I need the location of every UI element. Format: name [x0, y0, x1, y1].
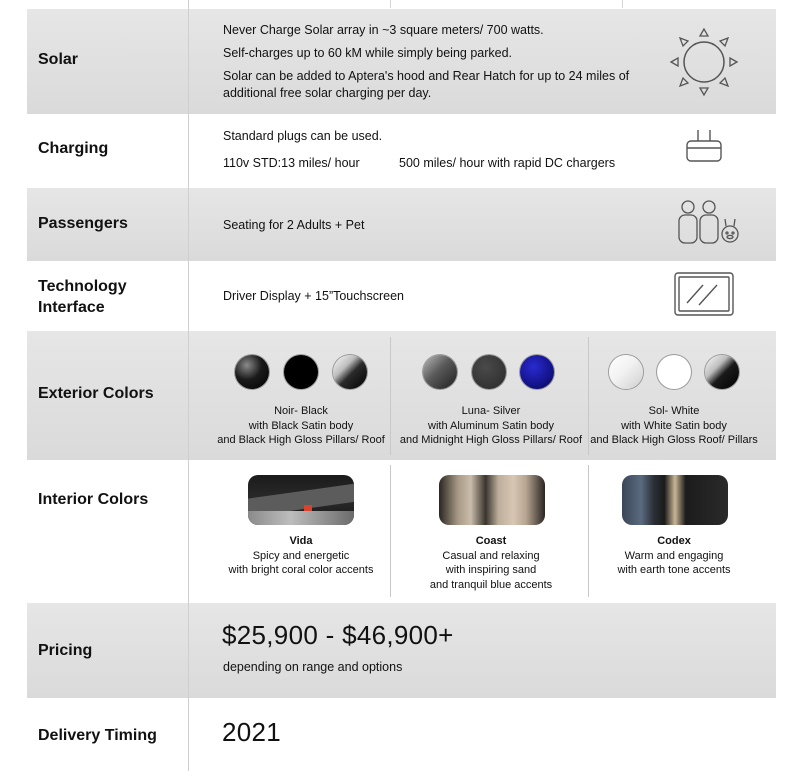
color-swatch-noir-2[interactable] [284, 355, 318, 389]
interior-swatch-coast[interactable] [439, 475, 545, 525]
row-charging [27, 114, 776, 188]
color-swatch-noir-1[interactable] [235, 355, 269, 389]
grid-line [390, 0, 391, 8]
interior-caption-coast [391, 534, 591, 592]
charging-dc: 500 miles/ hour with rapid DC chargers [399, 156, 616, 170]
row-technology [27, 261, 776, 331]
solar-line: Self-charges up to 60 kM while simply being parked. [223, 46, 513, 60]
row-exterior-colors [27, 331, 776, 460]
color-swatch-noir-3[interactable] [333, 355, 367, 389]
color-swatch-sol-3[interactable] [705, 355, 739, 389]
row-delivery [27, 698, 776, 771]
interior-desc: and tranquil blue accents [429, 578, 553, 591]
row-label-exterior: Exterior Colors [38, 385, 154, 402]
row-label-technology-line: Interface [38, 299, 105, 316]
charging-std: 110v STD:13 miles/ hour [223, 156, 360, 170]
row-label-delivery: Delivery Timing [38, 727, 157, 744]
row-label-solar: Solar [38, 51, 79, 68]
interior-name-text: Codex [657, 535, 691, 547]
row-label-passengers: Passengers [38, 215, 128, 232]
exterior-desc: with Aluminum Satin body [428, 419, 554, 432]
color-swatch-luna-2[interactable] [472, 355, 506, 389]
row-interior-colors [27, 460, 776, 603]
exterior-name: Luna- Silver [461, 405, 521, 417]
interior-caption-vida [201, 534, 401, 578]
interior-caption-codex [574, 534, 774, 578]
passengers-icon [677, 199, 743, 245]
plug-icon [683, 128, 725, 168]
solar-line: Never Charge Solar array in ~3 square meters/ 700 watts. [223, 23, 544, 37]
solar-line: Solar can be added to Aptera's hood and Rear Hatch for up to 24 miles of [223, 69, 630, 83]
solar-line: additional free solar charging per day. [223, 86, 432, 100]
grid-line [622, 0, 623, 8]
exterior-desc: with Black Satin body [248, 419, 354, 432]
row-label-technology-line: Technology [38, 278, 127, 295]
exterior-desc: with White Satin body [621, 419, 727, 432]
exterior-caption-luna [391, 404, 591, 448]
exterior-name: Noir- Black [274, 405, 328, 417]
delivery-year: 2021 [222, 717, 282, 747]
label-column-divider [188, 0, 189, 771]
interior-desc: with bright coral color accents [228, 564, 374, 576]
price-note: depending on range and options [223, 660, 403, 674]
interior-desc: Spicy and energetic [252, 549, 350, 562]
exterior-name: Sol- White [648, 405, 700, 417]
interior-name [391, 534, 591, 549]
interior-name [574, 534, 774, 549]
exterior-caption-sol [574, 404, 774, 448]
exterior-desc: and Black High Gloss Roof/ Pillars [590, 434, 758, 446]
color-swatch-sol-1[interactable] [609, 355, 643, 389]
charging-line: Standard plugs can be used. [223, 129, 383, 143]
interior-desc: with earth tone accents [617, 564, 731, 576]
row-label-technology [38, 276, 127, 318]
sun-icon [669, 27, 739, 97]
interior-swatch-codex[interactable] [622, 475, 728, 525]
interior-desc: with inspiring sand [445, 564, 537, 576]
row-label-charging: Charging [38, 140, 109, 157]
interior-name [201, 534, 401, 549]
touchscreen-icon [673, 271, 735, 317]
passengers-text: Seating for 2 Adults + Pet [223, 218, 365, 232]
exterior-desc: and Midnight High Gloss Pillars/ Roof [399, 434, 583, 446]
row-pricing [27, 603, 776, 698]
exterior-caption-noir [201, 404, 401, 448]
interior-name-text: Vida [289, 535, 313, 547]
technology-text: Driver Display + 15”Touchscreen [223, 289, 404, 303]
interior-name-text: Coast [475, 535, 507, 547]
interior-desc: Warm and engaging [624, 549, 724, 562]
color-swatch-sol-2[interactable] [657, 355, 691, 389]
row-label-pricing: Pricing [38, 642, 93, 659]
interior-desc: Casual and relaxing [442, 549, 540, 562]
price-range: $25,900 - $46,900+ [222, 620, 454, 650]
row-solar [27, 9, 776, 114]
color-swatch-luna-1[interactable] [423, 355, 457, 389]
row-passengers [27, 188, 776, 261]
interior-swatch-vida[interactable] [248, 475, 354, 525]
row-label-interior: Interior Colors [38, 491, 149, 508]
color-swatch-luna-3[interactable] [520, 355, 554, 389]
exterior-desc: and Black High Gloss Pillars/ Roof [217, 434, 385, 446]
